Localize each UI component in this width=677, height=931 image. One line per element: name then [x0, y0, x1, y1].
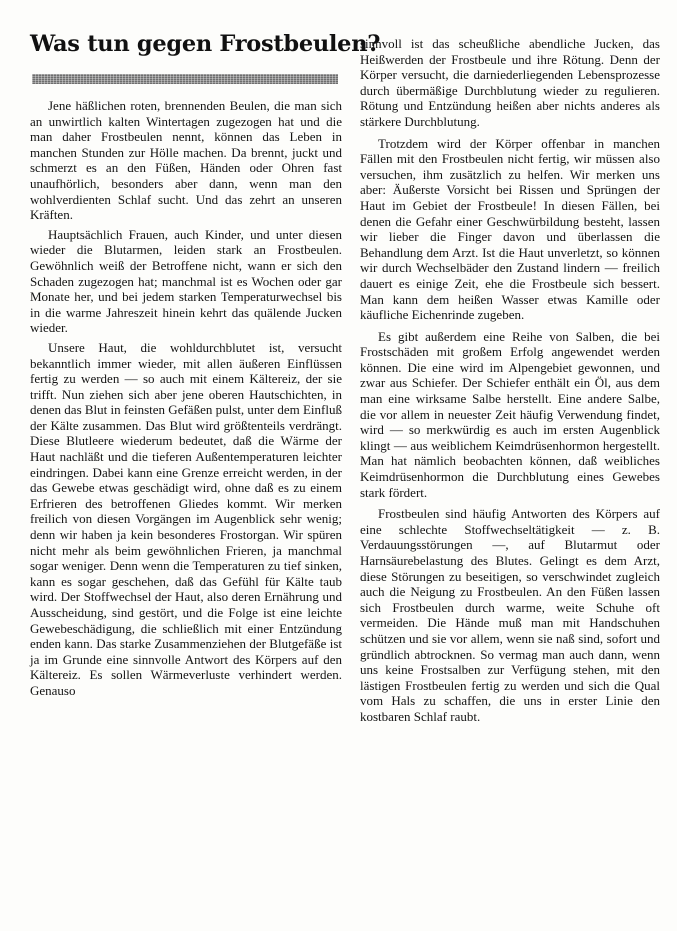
article-column-right [360, 36, 660, 729]
paragraph: Trotzdem wird der Körper offenbar in manchen Fällen mit den Frostbeulen nicht fertig, wir müssen also versuchen, ihm zusätzlich zu helfen. Wir merken uns aber: Äußerste Vorsicht bei Rissen und Sprüngen der Haut im Gebiet der Frostbeule! In diesen Fällen, bei denen die Gefahr einer Geschwürbildung besteht, lassen wir lieber die Finger davon und überlassen die Behandlung dem Arzt. Ist die Haut unverletzt, so können wir durch Wechselbäder den Zustand lindern — freilich dauert es einige Zeit, ehe die Frostbeule sich bessert. Man kann dem heißen Wasser etwas Kamille oder käufliche Eichenrinde zugeben. [360, 135, 660, 323]
paragraph: Jene häßlichen roten, brennenden Beulen, die man sich an unwirtlich kalten Wintertagen zugezogen hat und die man daher Frostbeulen nennt, können das Leben in manchen Stunden zur Hölle machen. Da brennt, juckt und schmerzt es an den Füßen, Händen oder Ohren fast unaufhörlich, besonders aber dann, wenn man den wohlverdienten Schlaf sucht. Und das zehrt an unseren Kräften. [30, 98, 342, 223]
paragraph: Hauptsächlich Frauen, auch Kinder, und unter diesen wieder die Blutarmen, leiden stark an Frostbeulen. Gewöhnlich weiß der Betroffene nicht, wann er sich den Schaden zugezogen hat; manchmal ist es Wochen oder gar Monate her, und bei jedem starken Temperaturwechsel bis in die warme Jahreszeit hinein kehrt das quälende Jucken wieder. [30, 226, 342, 336]
article-column-left [30, 98, 342, 703]
paragraph: Frostbeulen sind häufig Antworten des Körpers auf eine schlechte Stoffwechseltätigkeit — z. B. Verdauungsstörungen —, auf Blutarmut oder Harnsäurebelastung des Blutes. Gelingt es dem Arzt, diese Störungen zu beseitigen, so verschwindet zugleich auch die Neigung zu Frostbeulen. An den Füßen lassen sich Frostbeulen durch warme, weite Schuhe oft vermeiden. Die Hände muß man mit Handschuhen schützen und sie vor allem, wenn sie naß sind, sofort und gründlich abtrocknen. So vermag man auch dann, wenn uns keine Frostsalben zur Verfügung stehen, mit den lästigen Frostbeulen fertig zu werden und sich die Qual vom Hals zu schaffen, die uns in erster Linie den kostbaren Schlaf raubt. [360, 506, 660, 724]
paragraph: Es gibt außerdem eine Reihe von Salben, die bei Frostschäden mit großem Erfolg angewendet werden können. Die eine wird im Alpengebiet gewonnen, und zwar aus Schiefer. Der Schiefer enthält ein Öl, aus dem man eine wirksame Salbe herstellt. Eine andere Salbe, die vor allem in neuester Zeit häufig Verwendung findet, wird — so merkwürdig es auch im ersten Augenblick klingt — aus weiblichem Keimdrüsenhormon hergestellt. Man hat nämlich beobachten können, daß weibliches Keimdrüsenhormon die Durchblutung eines Gewebes stark fördert. [360, 328, 660, 500]
article-title: Was tun gegen Frostbeulen? [30, 31, 381, 57]
title-rule [32, 74, 338, 84]
paragraph: Unsere Haut, die wohldurchblutet ist, versucht bekanntlich immer wieder, mit allen äußeren Einflüssen fertig zu werden — so auch mit einem Kältereiz, der sie trifft. Nun ziehen sich aber jene oberen Hautschichten, in denen das Blut in feinsten Gefäßen pulst, unter dem Einfluß der Kälte zusammen. Das Blut wird größtenteils verdrängt. Diese Blutleere wiederum bedeutet, daß die Wärme der Haut nachläßt und die tieferen Außentemperaturen leichter eindringen. Dabei kann eine Grenze erreicht werden, in der das Gewebe etwas geschädigt wird, ohne daß es zu einem Erfrieren des betroffenen Gliedes kommt. Wir merken freilich von diesen Vorgängen im Augenblick sehr wenig; denn wir haben ja kein besonderes Frostorgan. Wir spüren nicht mehr als beim gewöhnlichen Frieren, ja manchmal sogar weniger. Denn wenn die Temperaturen zu tief sinken, kann es sogar geschehen, daß das Gefühl für Kälte taub wird. Der Stoffwechsel der Haut, also deren Ernährung und Ausscheidung, sind gestört, und die Folge ist eine leichte Gewebeschädigung, die schließlich mit einer Entzündung enden kann. Das starke Zusammenziehen der Blutgefäße ist ja im Grunde eine sinnvolle Antwort des Körpers auf den Kältereiz. Es sollen Wärmeverluste verhindert werden. Genauso [30, 339, 342, 698]
paragraph: sinnvoll ist das scheußliche abendliche Jucken, das Heißwerden der Frostbeule und ihre Rötung. Denn der Körper versucht, die darniederliegenden Lebensprozesse durch übermäßige Durchblutung wieder zu regulieren. Rötung und Entzündung heißen aber nichts anderes als stärkere Durchblutung. [360, 36, 660, 129]
